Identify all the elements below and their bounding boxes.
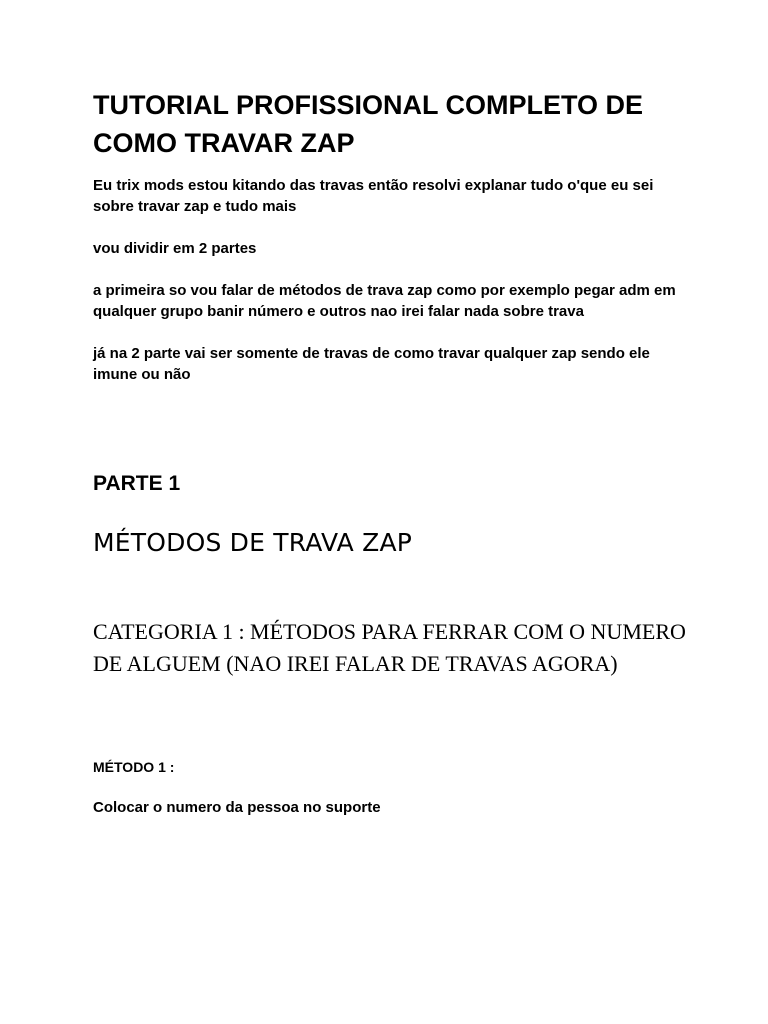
category-heading: CATEGORIA 1 : MÉTODOS PARA FERRAR COM O NUMERO DE ALGUEM (NAO IREI FALAR DE TRAVAS AGORA): [93, 619, 686, 676]
part-one-description: a primeira so vou falar de métodos de trava zap como por exemplo pegar adm em qualquer grupo banir número e outros nao irei falar nada sobre trava: [93, 282, 676, 320]
part-two-description: já na 2 parte vai ser somente de travas de como travar qualquer zap sendo ele imune ou não: [93, 345, 650, 383]
method-description: Colocar o numero da pessoa no suporte: [93, 799, 381, 816]
section-heading: MÉTODOS DE TRAVA ZAP: [93, 528, 413, 557]
document-content: [93, 86, 693, 818]
part-heading: PARTE 1: [93, 472, 181, 495]
method-label: MÉTODO 1 :: [93, 759, 175, 775]
parts-paragraph: vou dividir em 2 partes: [93, 240, 257, 257]
document-title: TUTORIAL PROFISSIONAL COMPLETO DE COMO TRAVAR ZAP: [93, 90, 644, 158]
intro-paragraph: Eu trix mods estou kitando das travas então resolvi explanar tudo o'que eu sei sobre travar zap e tudo mais: [93, 177, 654, 215]
